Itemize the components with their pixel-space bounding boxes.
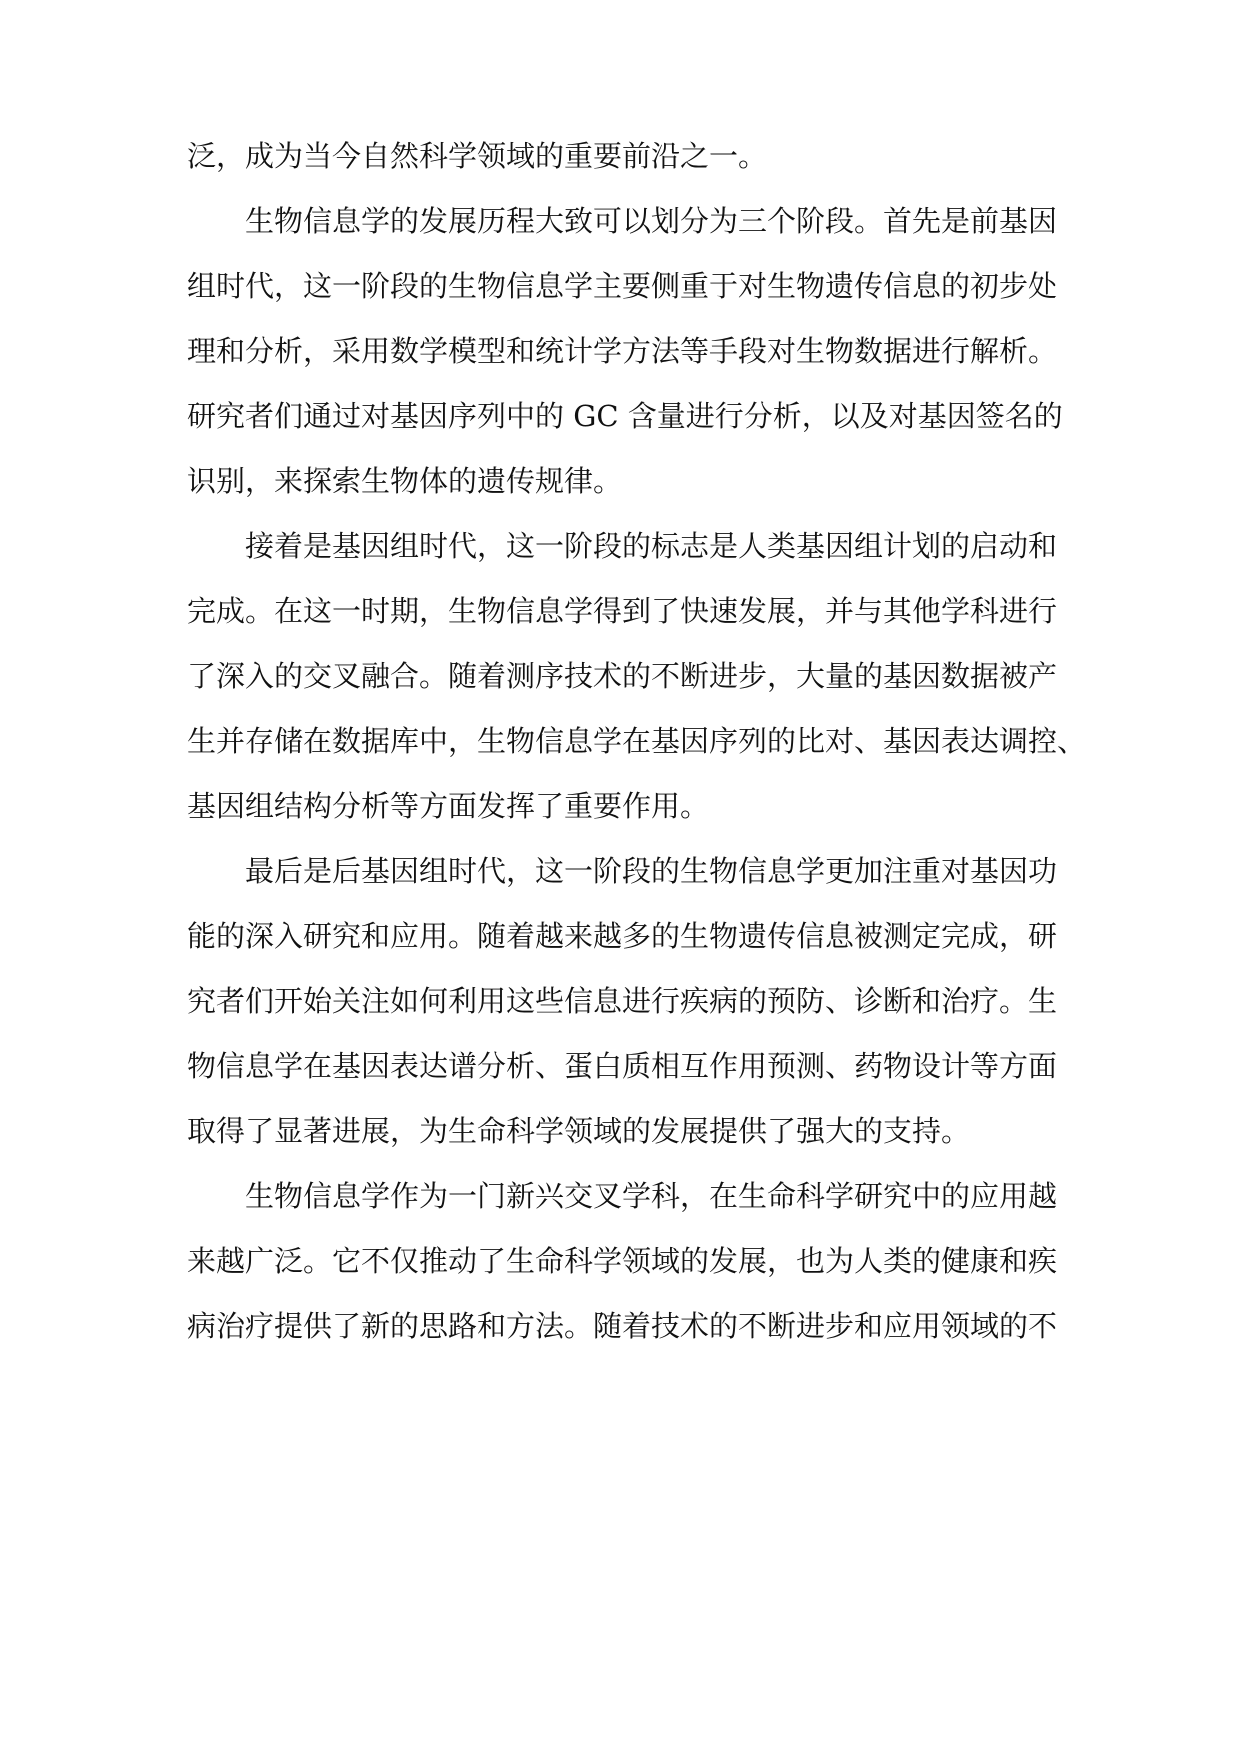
- text-line: 研究者们通过对基因序列中的 GC 含量进行分析，以及对基因签名的: [187, 399, 1063, 433]
- text-line: 病治疗提供了新的思路和方法。随着技术的不断进步和应用领域的不: [187, 1309, 1058, 1343]
- text-line: 理和分析，采用数学模型和统计学方法等手段对生物数据进行解析。: [187, 334, 1058, 368]
- text-line: 能的深入研究和应用。随着越来越多的生物遗传信息被测定完成，研: [187, 919, 1058, 953]
- text-line: 组时代，这一阶段的生物信息学主要侧重于对生物遗传信息的初步处: [187, 269, 1058, 303]
- text-line: 最后是后基因组时代，这一阶段的生物信息学更加注重对基因功: [245, 854, 1058, 888]
- text-line: 物信息学在基因表达谱分析、蛋白质相互作用预测、药物设计等方面: [187, 1049, 1058, 1083]
- text-line: 生并存储在数据库中，生物信息学在基因序列的比对、基因表达调控、: [187, 724, 1087, 758]
- text-line: 完成。在这一时期，生物信息学得到了快速发展，并与其他学科进行: [187, 594, 1058, 628]
- text-line: 了深入的交叉融合。随着测序技术的不断进步，大量的基因数据被产: [187, 659, 1058, 693]
- text-line: 生物信息学作为一门新兴交叉学科，在生命科学研究中的应用越: [245, 1179, 1058, 1213]
- text-line: 来越广泛。它不仅推动了生命科学领域的发展，也为人类的健康和疾: [187, 1244, 1058, 1278]
- text-line: 究者们开始关注如何利用这些信息进行疾病的预防、诊断和治疗。生: [187, 984, 1058, 1018]
- text-line: 基因组结构分析等方面发挥了重要作用。: [187, 789, 710, 823]
- text-line: 接着是基因组时代，这一阶段的标志是人类基因组计划的启动和: [245, 529, 1058, 563]
- text-line: 取得了显著进展，为生命科学领域的发展提供了强大的支持。: [187, 1114, 971, 1148]
- text-line: 识别，来探索生物体的遗传规律。: [187, 464, 623, 498]
- text-line: 泛，成为当今自然科学领域的重要前沿之一。: [187, 139, 768, 173]
- text-line: 生物信息学的发展历程大致可以划分为三个阶段。首先是前基因: [245, 204, 1058, 238]
